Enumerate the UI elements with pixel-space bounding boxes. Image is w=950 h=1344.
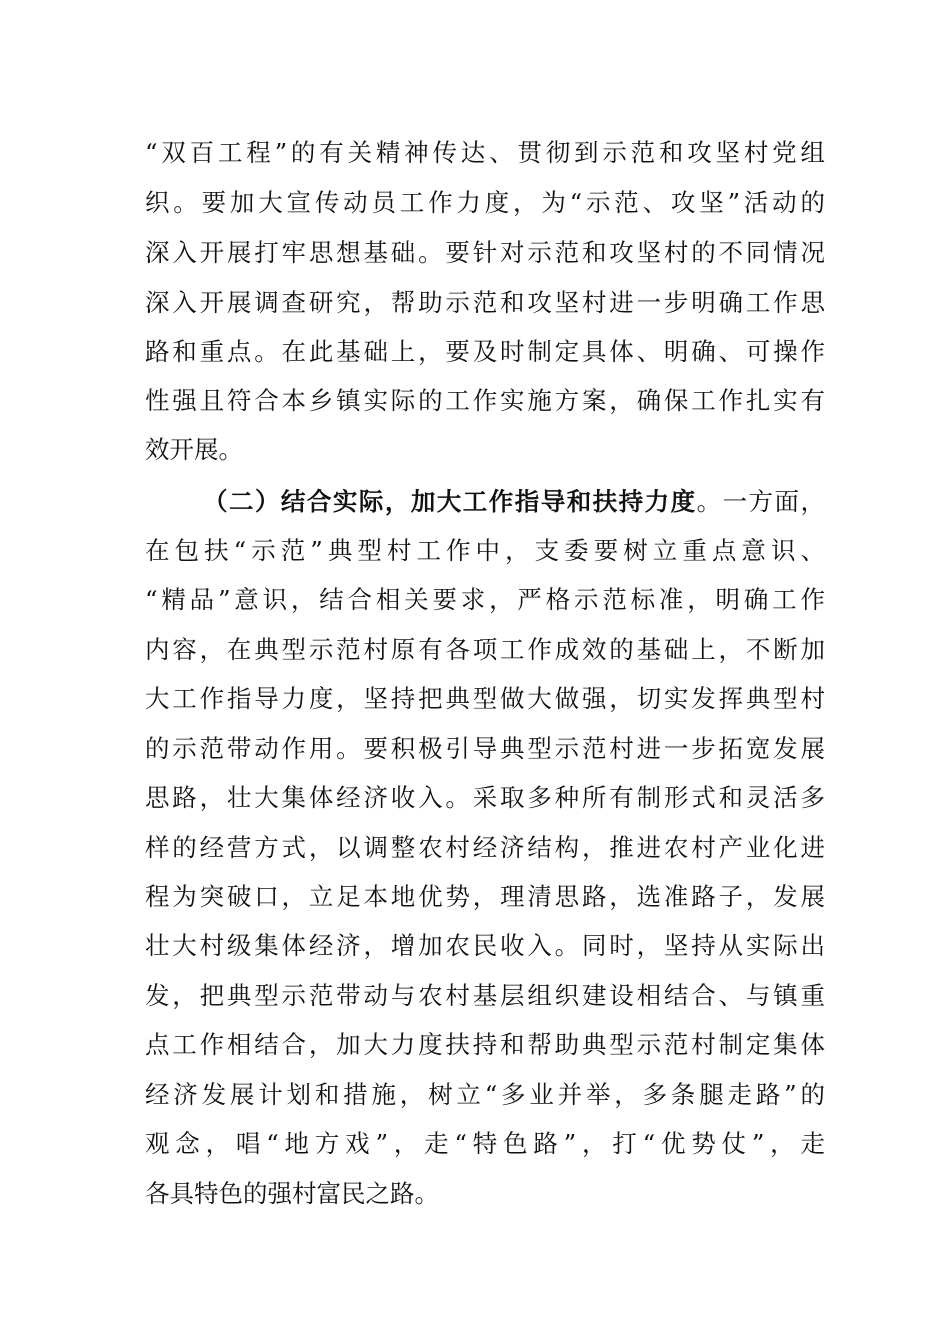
paragraph-2-line-1: [203, 482, 825, 522]
paragraph-2-line-9: 程为突破口，立足本地优势，理清思路，选准路子，发展: [145, 882, 825, 911]
paragraph-1-line-7: 效开展。: [145, 435, 243, 464]
paragraph-2-line-4: 内容，在典型示范村原有各项工作成效的基础上，不断加: [145, 635, 825, 664]
paragraph-1-line-1: “双百工程”的有关精神传达、贯彻到示范和攻坚村党组: [145, 138, 825, 167]
paragraph-2-line-14: 观念，唱“地方戏”，走“特色路”，打“优势仗”，走: [145, 1129, 825, 1158]
paragraph-2-line-11: 发，把典型示范带动与农村基层组织建设相结合、与镇重: [145, 981, 825, 1010]
paragraph-2-line-15: 各具特色的强村富民之路。: [145, 1179, 439, 1208]
paragraph-2-line-7: 思路，壮大集体经济收入。采取多种所有制形式和灵活多: [145, 783, 825, 812]
section-heading: （二）结合实际，加大工作指导和扶持力度: [203, 487, 697, 516]
paragraph-2-line-5: 大工作指导力度，坚持把典型做大做强，切实发挥典型村: [145, 684, 825, 713]
paragraph-2-line-3: “精品”意识，结合相关要求，严格示范标准，明确工作: [145, 585, 825, 614]
paragraph-2-line-10: 壮大村级集体经济，增加农民收入。同时，坚持从实际出: [145, 931, 825, 960]
paragraph-2-line-1-rest: 。一方面，: [696, 487, 825, 516]
paragraph-2-line-2: 在包扶“示范”典型村工作中，支委要树立重点意识、: [145, 536, 825, 565]
paragraph-2-line-12: 点工作相结合，加大力度扶持和帮助典型示范村制定集体: [145, 1030, 825, 1059]
paragraph-1-line-6: 性强且符合本乡镇实际的工作实施方案，确保工作扎实有: [145, 386, 825, 415]
paragraph-1-line-3: 深入开展打牢思想基础。要针对示范和攻坚村的不同情况: [145, 238, 825, 267]
paragraph-1-line-2: 织。要加大宣传动员工作力度，为“示范、攻坚”活动的: [145, 188, 825, 217]
paragraph-1-line-5: 路和重点。在此基础上，要及时制定具体、明确、可操作: [145, 337, 825, 366]
paragraph-2-line-8: 样的经营方式，以调整农村经济结构，推进农村产业化进: [145, 833, 825, 862]
paragraph-2-line-6: 的示范带动作用。要积极引导典型示范村进一步拓宽发展: [145, 734, 825, 763]
paragraph-1-line-4: 深入开展调查研究，帮助示范和攻坚村进一步明确工作思: [145, 288, 825, 317]
paragraph-2-line-13: 经济发展计划和措施，树立“多业并举，多条腿走路”的: [145, 1080, 825, 1109]
